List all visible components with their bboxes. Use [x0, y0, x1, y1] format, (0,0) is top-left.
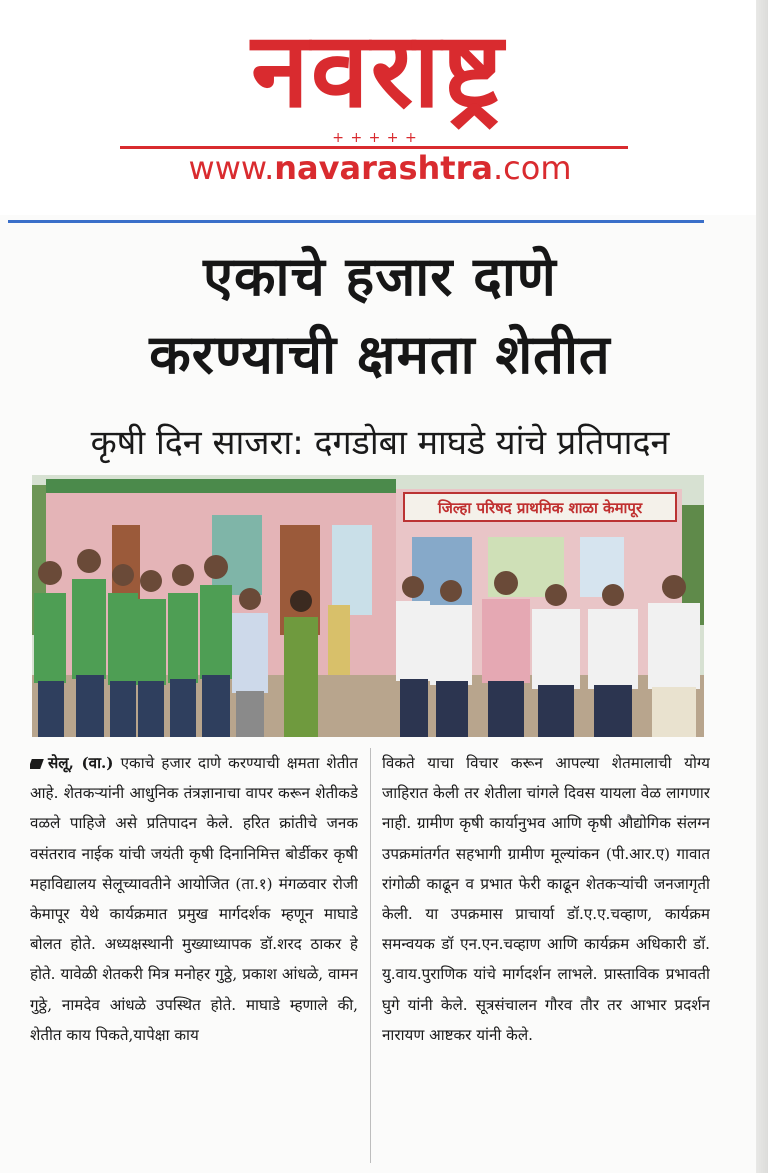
newspaper-logo: नवराष्ट्र [251, 9, 505, 131]
headline-line-2: करण्याची क्षमता शेतीत [149, 323, 611, 386]
dateline: सेलू, (वा.) [48, 754, 114, 772]
headline [10, 238, 750, 394]
page-edge [756, 0, 768, 1173]
headline-line-1: एकाचे हजार दाणे [203, 245, 557, 308]
dateline-marker-icon [30, 759, 44, 769]
photo-illustration [32, 475, 704, 737]
url-suffix: .com [492, 149, 572, 187]
photo-sign-text: जिल्हा परिषद प्राथमिक शाळा केमापूर [437, 499, 643, 517]
website-url [100, 148, 660, 188]
column-divider [370, 748, 371, 1163]
article-column-left [30, 748, 358, 1163]
column-left-text: एकाचे हजार दाणे करण्याची क्षमता शेतीत आहे. शेतकऱ्यांनी आधुनिक तंत्रज्ञानाचा वापर करून शेतीकडे वळले पाहिजे असे प्रतिपादन केले. हरित क्रांतीचे जनक वसंतराव नाईक यांची जयंती कृषी दिनानिमित्त बोर्डीकर कृषी महाविद्यालय सेलूच्यावतीने आयोजित (ता.१) मंगळवार रोजी केमापूर येथे कार्यक्रमात प्रमुख मार्गदर्शक म्हणून माघाडे बोलत होते. अध्यक्षस्थानी मुख्याध्यापक डॉ.शरद ठाकर हे होते. यावेळी शेतकरी मित्र मनोहर गुठ्ठे, प्रकाश आंधळे, वामन गुठ्ठे, नामदेव आंधळे उपस्थित होते. माघाडे म्हणाले की, शेतीत काय पिकते,यापेक्षा काय [30, 754, 358, 1044]
column-right-text: विकते याचा विचार करून आपल्या शेतमालाची योग्य जाहिरात केली तर शेतीला चांगले दिवस यायला वेळ लागणार नाही. ग्रामीण कृषी कार्यानुभव आणि कृषी औद्योगिक संलग्न उपक्रमांतर्गत सहभागी ग्रामीण मूल्यांकन (पी.आर.ए) गावात रांगोळी काढून व प्रभात फेरी काढून शेतकऱ्यांची जनजागृती केली. या उपक्रमास प्राचार्या डॉ.ए.ए.चव्हाण, कार्यक्रम समन्वयक डॉ एन.एन.चव्हाण आणि कार्यक्रम अधिकारी डॉ. यु.वाय.पुराणिक यांचे मार्गदर्शन लाभले. प्रास्ताविक प्रभावती घुगे यांनी केले. सूत्रसंचालन गौरव तौर तर आभार प्रदर्शन नारायण आष्टकर यांनी केले. [382, 754, 710, 1044]
url-name: navarashtra [274, 149, 493, 187]
header-rule [8, 220, 704, 223]
url-prefix: www. [188, 149, 275, 187]
logo-dots: + + + + + [332, 130, 418, 146]
news-photo [32, 475, 704, 737]
subheadline: कृषी दिन साजरा: दगडोबा माघडे यांचे प्रतिपादन [90, 423, 670, 463]
article-body [30, 748, 710, 1163]
article-column-right [382, 748, 710, 1163]
masthead [0, 0, 756, 215]
